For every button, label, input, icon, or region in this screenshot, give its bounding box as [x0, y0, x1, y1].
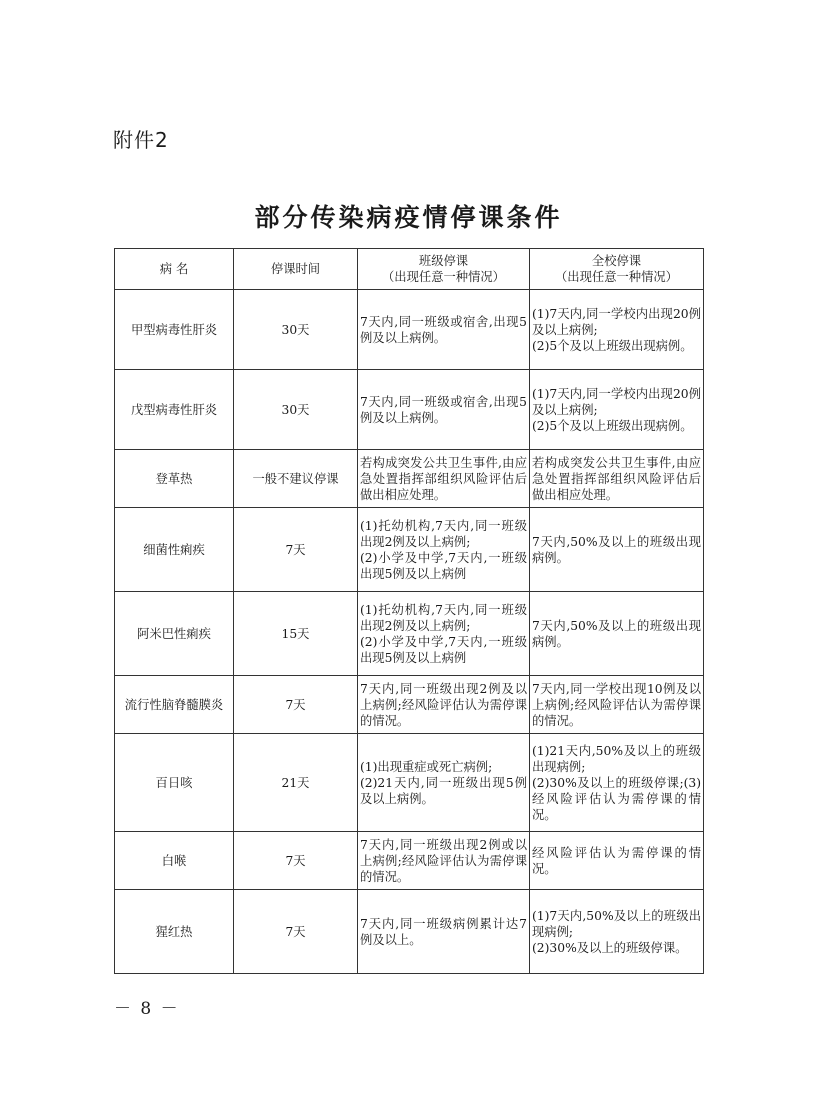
school-suspension-cell [530, 676, 704, 734]
school-suspension-cell [530, 592, 704, 676]
condition-text: (1)7天内,50%及以上的班级出现病例; [532, 908, 701, 939]
header-school-suspension [530, 249, 704, 290]
condition-text: 若构成突发公共卫生事件,由应急处置指挥部组织风险评估后做出相应处理。 [360, 455, 527, 502]
table-row [115, 508, 704, 592]
class-suspension-cell [358, 592, 530, 676]
disease-name-cell: 白喉 [115, 832, 234, 890]
header-school-note: （出现任意一种情况） [555, 270, 678, 284]
class-suspension-cell [358, 370, 530, 450]
suspension-conditions-table [114, 248, 704, 974]
disease-name-cell: 细菌性痢疾 [115, 508, 234, 592]
school-suspension-cell [530, 290, 704, 370]
condition-text: (2)30%及以上的班级停课。 [532, 940, 688, 955]
condition-text: 若构成突发公共卫生事件,由应急处置指挥部组织风险评估后做出相应处理。 [532, 455, 701, 502]
condition-text: (2)小学及中学,7天内,一班级出现5例及以上病例 [360, 634, 527, 665]
table-row [115, 290, 704, 370]
header-disease: 病 名 [115, 249, 234, 290]
condition-text: 7天内,50%及以上的班级出现病例。 [532, 618, 701, 649]
condition-text: 经风险评估认为需停课的情况。 [532, 845, 701, 876]
school-suspension-cell [530, 450, 704, 508]
condition-text: 7天内,同一班级病例累计达7例及以上。 [360, 916, 527, 947]
table-header-row [115, 249, 704, 290]
table-row [115, 450, 704, 508]
class-suspension-cell [358, 290, 530, 370]
table-row [115, 370, 704, 450]
condition-text: (2)30%及以上的班级停课;(3)经风险评估认为需停课的情况。 [532, 775, 701, 822]
disease-name-cell: 百日咳 [115, 734, 234, 832]
table-row [115, 890, 704, 974]
condition-text: (1)7天内,同一学校内出现20例及以上病例; [532, 306, 701, 337]
class-suspension-cell [358, 832, 530, 890]
disease-name-cell: 阿米巴性痢疾 [115, 592, 234, 676]
header-class-title: 班级停课 [418, 254, 469, 268]
condition-text: (1)7天内,同一学校内出现20例及以上病例; [532, 386, 701, 417]
disease-name-cell: 甲型病毒性肝炎 [115, 290, 234, 370]
suspension-duration-cell: 7天 [234, 890, 358, 974]
school-suspension-cell [530, 370, 704, 450]
suspension-duration-cell: 15天 [234, 592, 358, 676]
table-row [115, 592, 704, 676]
condition-text: (1)托幼机构,7天内,同一班级出现2例及以上病例; [360, 602, 527, 633]
table-body [115, 290, 704, 974]
disease-name-cell: 流行性脑脊髓膜炎 [115, 676, 234, 734]
condition-text: (1)21天内,50%及以上的班级出现病例; [532, 743, 701, 774]
page-number: － 8 － [114, 999, 180, 1019]
school-suspension-cell [530, 734, 704, 832]
class-suspension-cell [358, 734, 530, 832]
condition-text: (1)出现重症或死亡病例; [360, 759, 493, 774]
class-suspension-cell [358, 450, 530, 508]
condition-text: 7天内,同一班级或宿舍,出现5例及以上病例。 [360, 314, 527, 345]
condition-text: 7天内,同一学校出现10例及以上病例;经风险评估认为需停课的情况。 [532, 681, 701, 728]
condition-text: 7天内,50%及以上的班级出现病例。 [532, 534, 701, 565]
school-suspension-cell [530, 508, 704, 592]
suspension-duration-cell: 21天 [234, 734, 358, 832]
table-row [115, 832, 704, 890]
header-class-note: （出现任意一种情况） [382, 270, 505, 284]
condition-text: 7天内,同一班级出现2例及以上病例;经风险评估认为需停课的情况。 [360, 681, 527, 728]
suspension-duration-cell: 30天 [234, 370, 358, 450]
condition-text: 7天内,同一班级或宿舍,出现5例及以上病例。 [360, 394, 527, 425]
disease-name-cell: 猩红热 [115, 890, 234, 974]
class-suspension-cell [358, 676, 530, 734]
condition-text: (2)小学及中学,7天内,一班级出现5例及以上病例 [360, 550, 527, 581]
attachment-label: 附件2 [113, 128, 169, 152]
condition-text: (2)5个及以上班级出现病例。 [532, 418, 693, 433]
condition-text: (2)21天内,同一班级出现5例及以上病例。 [360, 775, 527, 806]
header-school-title: 全校停课 [591, 254, 642, 268]
school-suspension-cell [530, 832, 704, 890]
suspension-duration-cell: 一般不建议停课 [234, 450, 358, 508]
condition-text: (2)5个及以上班级出现病例。 [532, 338, 693, 353]
class-suspension-cell [358, 890, 530, 974]
condition-text: 7天内,同一班级出现2例或以上病例;经风险评估认为需停课的情况。 [360, 837, 527, 884]
condition-text: (1)托幼机构,7天内,同一班级出现2例及以上病例; [360, 518, 527, 549]
table-row [115, 734, 704, 832]
header-class-suspension [358, 249, 530, 290]
class-suspension-cell [358, 508, 530, 592]
suspension-duration-cell: 7天 [234, 508, 358, 592]
suspension-duration-cell: 30天 [234, 290, 358, 370]
school-suspension-cell [530, 890, 704, 974]
disease-name-cell: 登革热 [115, 450, 234, 508]
document-title: 部分传染病疫情停课条件 [254, 203, 563, 232]
suspension-duration-cell: 7天 [234, 832, 358, 890]
table-row [115, 676, 704, 734]
suspension-duration-cell: 7天 [234, 676, 358, 734]
header-duration: 停课时间 [234, 249, 358, 290]
disease-name-cell: 戊型病毒性肝炎 [115, 370, 234, 450]
